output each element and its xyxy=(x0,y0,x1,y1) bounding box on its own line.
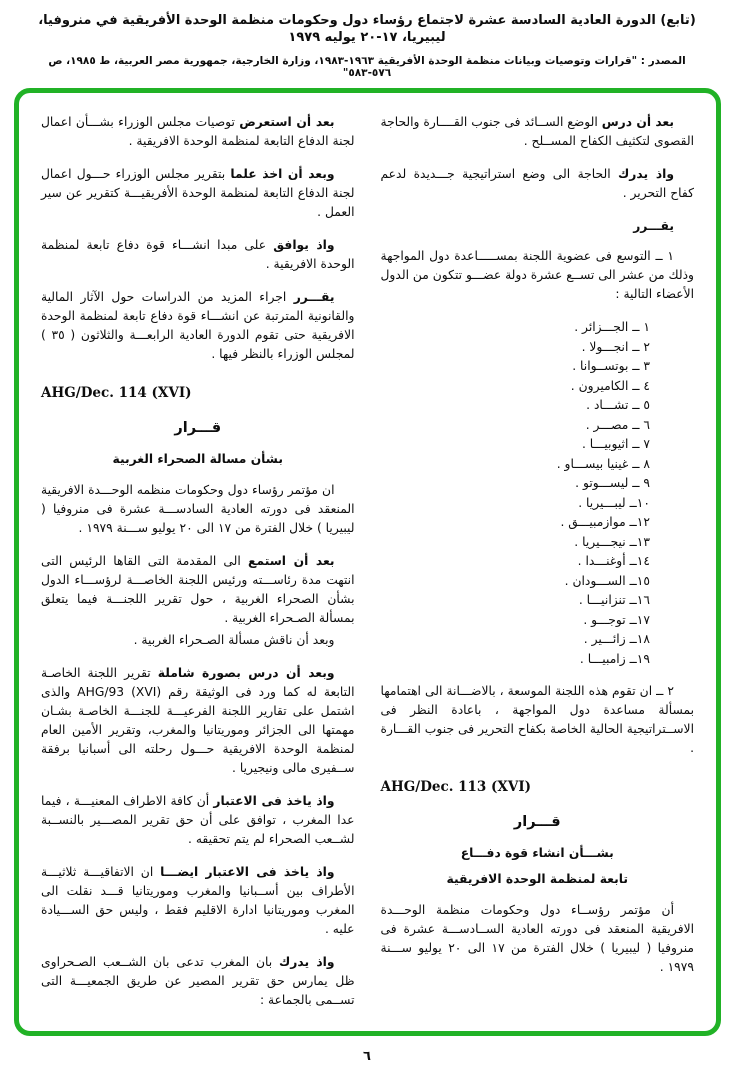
column-left xyxy=(41,113,355,1024)
member-state: ٥ ــ تشـــاد . xyxy=(586,398,650,412)
paragraph xyxy=(41,953,355,1010)
page-header xyxy=(0,0,734,79)
paragraph-lead: بعد أن استعرض xyxy=(239,115,335,129)
paragraph xyxy=(41,165,355,222)
member-state: ٢ ــ انجـــولا . xyxy=(581,339,650,354)
member-state: ١٤ــ أوغنـــدا . xyxy=(577,554,650,568)
document-frame xyxy=(14,88,721,1036)
paragraph-text: أن كافة الاطراف المعنيـــة ، فيما عدا المغرب ، توافق على أن حق تقرير المصـــير بالنســبة لشــعب الصحراء لم يتم تحقيقه . xyxy=(41,794,355,846)
paragraph-text: وبعد أن ناقش مسألة الصـحراء الغربية . xyxy=(133,633,335,647)
paragraph-text: تقرير اللجنة الخاصـة التابعة له كما ورد فى الوثيقة رقم AHG/93 (XVI) والذى اشتمل على تقارير اللجنة الفرعيـــة للجنـــة الخاصـة بشـان مهمتها الى الجزائر وموريتانيا والمغرب، وتقرير الأمين العام لمنظمة الوحدة الافريقية حـــول رحلته الى أسبانيا برفقة ســفيرى مالى ونيجيريا . xyxy=(41,666,355,775)
paragraph xyxy=(41,631,355,650)
paragraph-text: الى المقدمة التى القاها الرئيس التى انتهت مدة رئاســـته ورئيس اللجنة الخاصـــة لرؤســـاء الدول بشأن الصحراء الغربية ، حول تقرير اللجنـــة فيما يتعلق بمسألة الصـحراء الغربية . xyxy=(41,554,355,625)
member-state: ١٢ــ موازمبيـــق . xyxy=(560,515,650,529)
paragraph xyxy=(381,682,695,758)
decision-subject: بشـــأن انشاء قوة دفـــاع xyxy=(460,846,614,860)
paragraph xyxy=(381,901,695,977)
paragraph xyxy=(41,552,355,628)
member-state: ١٥ــ الســـودان . xyxy=(564,573,650,588)
columns xyxy=(41,113,694,1024)
paragraph xyxy=(381,165,695,203)
paragraph-text: توصيات مجلس الوزراء بشـــأن اعمال لجنة الدفاع التابعة لمنظمة الوحدة الافريقية . xyxy=(41,115,355,148)
decision-subject-line2: تابعة لمنظمة الوحدة الافريقية xyxy=(446,872,628,886)
decision-reference: AHG/Dec. 114 (XVI) xyxy=(41,385,192,401)
member-state: ٨ ــ غينيا بيســـاو . xyxy=(556,456,650,471)
paragraph-text: ١ ــ التوسع فى عضوية اللجنة بمســـــاعدة دول المواجهة وذلك من عشر الى تســع عشرة دولة عضـــو تتكون من الدول الأعضاء التالية : xyxy=(380,249,694,301)
member-state: ٧ ــ اثيوبيـــا . xyxy=(581,437,650,451)
member-state: ١٨ــ زائـــير . xyxy=(583,632,650,646)
member-states-list xyxy=(381,318,651,669)
member-state: ١٩ــ زامبيـــا . xyxy=(579,651,650,666)
paragraph xyxy=(41,481,355,538)
decision-title: قـــرار xyxy=(513,814,561,830)
paragraph-text: بتقرير مجلس الوزراء حـــول اعمال لجنة الدفاع التابعة لمنظمة الوحدة الأفريقيـــة كتقرير عن سير العمل . xyxy=(41,167,355,219)
paragraph-lead: وبعد أن درس بصورة شاملة xyxy=(157,666,335,680)
paragraph xyxy=(41,664,355,778)
paragraph-lead: واذ يوافق xyxy=(273,238,335,252)
paragraph xyxy=(41,113,355,151)
member-state: ٣ ــ بوتســوانا . xyxy=(572,359,650,373)
paragraph-text: اجراء المزيد من الدراسات حول الآثار المالية والقانونية المترتبة عن انشـــاء قوة دفاع تابعة لمنظمة الوحدة الافريقية حتى تقوم الدورة العادية الرابعـــة والثلاثون ( ٣٥ ) لمجلس الوزراء بالنظر فيها . xyxy=(41,290,355,361)
decision-title: قـــرار xyxy=(174,420,222,436)
paragraph xyxy=(41,288,355,364)
session-title: (تابع) الدورة العادية السادسة عشرة لاجتماع رؤساء دول وحكومات منظمة الوحدة الأفريقية في منروفيا، ليبيريا، ١٧-٢٠ يوليه ١٩٧٩ xyxy=(38,13,696,45)
paragraph-lead: وبعد أن اخذ علما xyxy=(230,167,335,181)
paragraph-text: بان المغرب تدعى بان الشــعب الصـحراوى ظل يمارس حق تقرير المصير عن طريق الجمعيـــة التى تســمى بالجماعة : xyxy=(41,955,355,1007)
paragraph-text: ان مؤتمر رؤساء دول وحكومات منظمه الوحـــدة الافريقية المنعقد فى دورته العادية السادســـة عشرة فى منروفيا ( ليبيريا ) خلال الفترة من ١٧ الى ٢٠ يوليو ســـنة ١٩٧٩ . xyxy=(41,483,355,535)
paragraph-text: ان الاتفاقيـــة ثلاثيـــة الأطراف بين أســبانيا والمغرب وموريتانيا قـــد نقلت الى المغرب وموريتانيا ادارة الاقليم فقط ، وليس حق الســـيادة عليه . xyxy=(41,865,355,936)
member-state: ١٧ــ توجـــو . xyxy=(583,612,650,627)
column-right xyxy=(381,113,695,1024)
member-state: ١٦ــ تنزانيـــا . xyxy=(578,593,650,607)
decides-label: يقـــرر xyxy=(633,219,674,233)
member-state: ٦ ــ مصـــر . xyxy=(585,417,650,432)
decision-subject: بشأن مسالة الصحراء الغربية xyxy=(112,452,283,466)
paragraph-lead: واذ ياخذ فى الاعتبار ايضـــا xyxy=(160,865,335,879)
member-state: ٩ ــ ليســـوتو . xyxy=(575,476,650,490)
page-number: ٦ xyxy=(363,1049,371,1064)
paragraph xyxy=(381,113,695,151)
paragraph-text: أن مؤتمر رؤســاء دول وحكومات منظمة الوحـــدة الافريقية المنعقد فى دورته العادية الســادســـة عشرة فى منروفيا ( ليبيريا ) خلال الفترة من ١٧ الى ٢٠ يوليو ســـنة ١٩٧٩ . xyxy=(380,903,695,974)
paragraph xyxy=(41,792,355,849)
paragraph-lead: بعد أن درس xyxy=(601,115,674,129)
paragraph-lead: بعد أن استمع xyxy=(248,554,335,568)
paragraph xyxy=(381,247,695,304)
decision-reference: AHG/Dec. 113 (XVI) xyxy=(380,779,532,795)
paragraph xyxy=(41,863,355,939)
paragraph-text: على مبدا انشـــاء قوة دفاع تابعة لمنظمة الوحدة الافريقية . xyxy=(41,238,355,271)
paragraph-text: الحاجة الى وضع استراتيجية جـــديدة لدعم كفاح التحرير . xyxy=(380,167,694,200)
paragraph-lead: واذ يدرك xyxy=(618,167,674,181)
source-citation: المصدر : "قرارات وتوصيات وبيانات منظمة الوحدة الأفريقية ١٩٦٣-١٩٨٣، وزارة الخارجية، جمهورية مصر العربية، ط ١٩٨٥، ص ٥٧٦-٥٨٣" xyxy=(48,55,686,79)
paragraph-lead: يقـــرر xyxy=(293,290,335,304)
member-state: ١٣ــ نيجـــيريا . xyxy=(574,534,650,549)
paragraph xyxy=(41,236,355,274)
paragraph-lead: واذ يدرك xyxy=(279,955,335,969)
member-state: ٤ ــ الكاميرون . xyxy=(570,378,650,393)
paragraph-lead: واذ ياخذ فى الاعتبار xyxy=(213,794,335,808)
member-state: ١ ــ الجـــزائر . xyxy=(574,320,650,334)
member-state: ١٠ــ ليبـــيريا . xyxy=(578,495,650,510)
paragraph-text: ٢ ــ ان تقوم هذه اللجنة الموسعة ، بالاضـــانة الى اهتمامها بمسألة مساعدة دول المواجهة ، باعادة النظر فى الاســتراتيجية الحالية الخاصة بكفاح التحرير فى جنوب القـــارة . xyxy=(380,684,694,755)
paragraph-text: الوضع الســائد فى جنوب القــــارة والحاجة القصوى لتكثيف الكفاح المســلح . xyxy=(380,115,694,148)
